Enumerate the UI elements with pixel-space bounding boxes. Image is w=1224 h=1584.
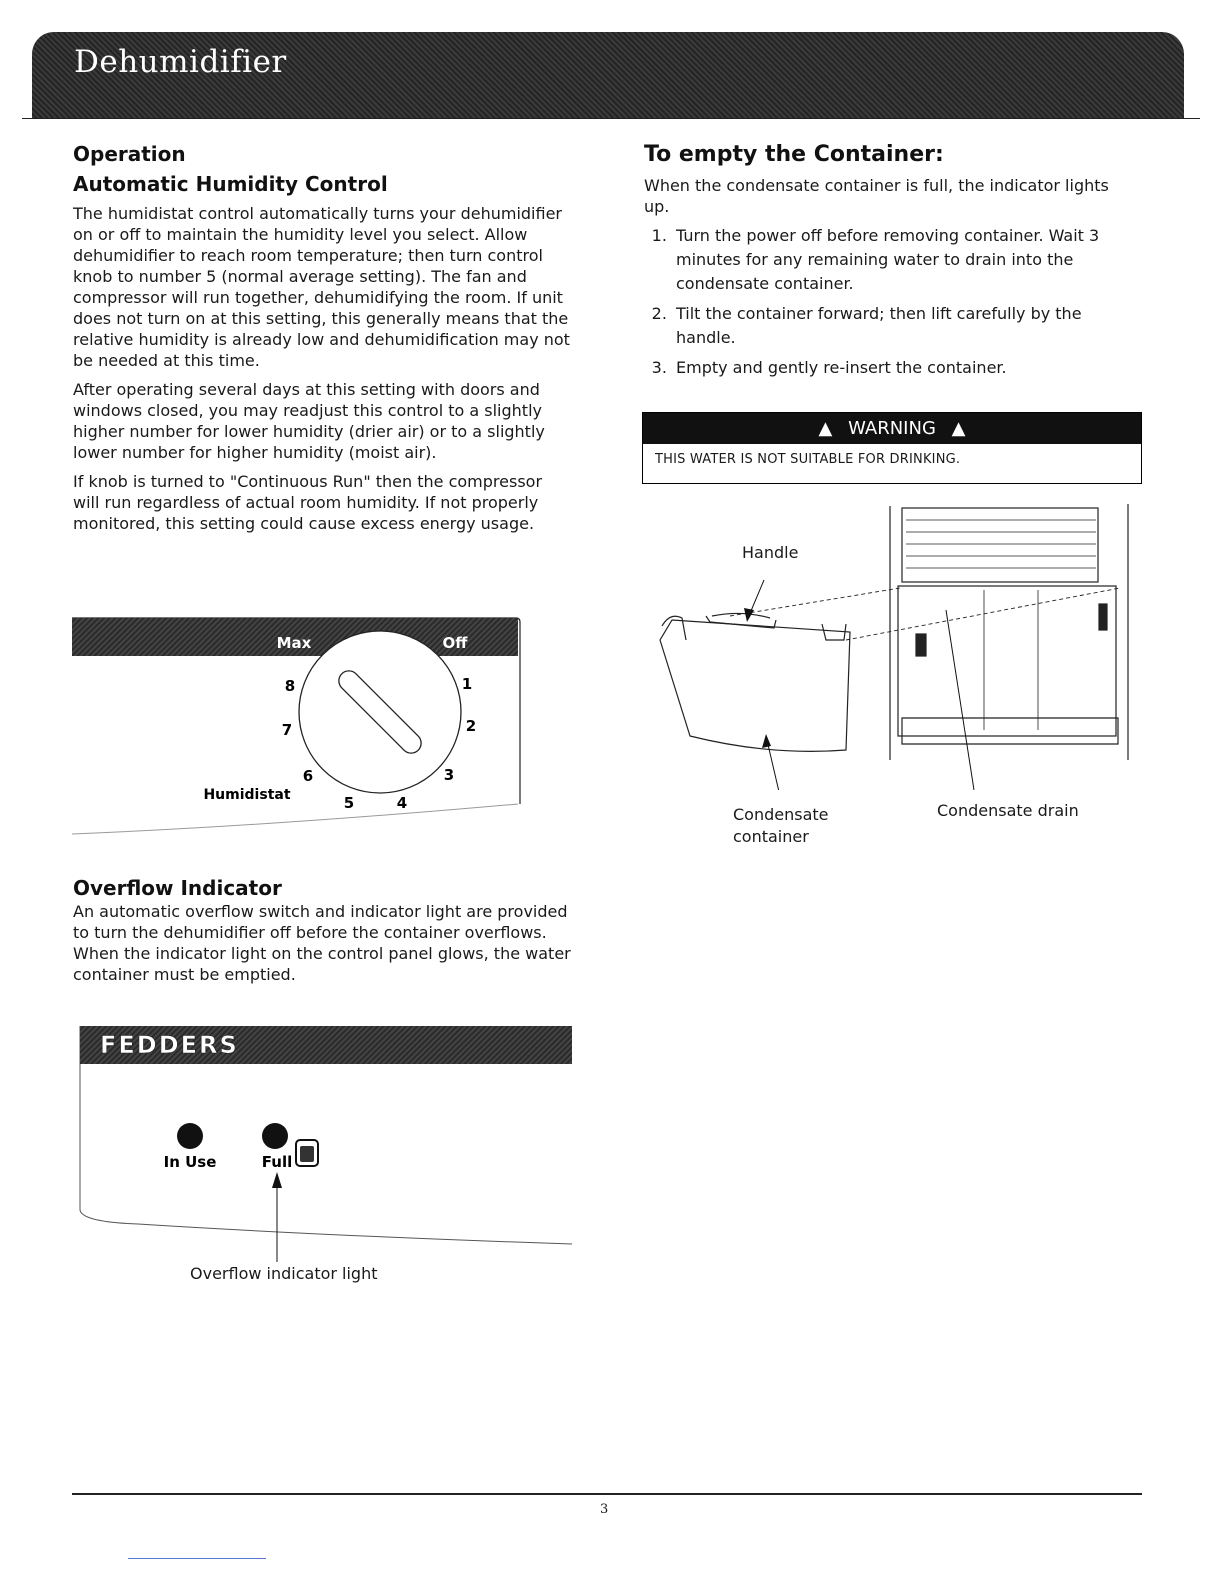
section-title-operation: Operation bbox=[73, 142, 186, 166]
overflow-text: An automatic overflow switch and indicator light are provided to turn the dehumidifier off before the container overflows. When the indicator light on the control panel glows, the water container must be emptied. bbox=[73, 902, 571, 984]
brand-logo-fedders: FEDDERS bbox=[100, 1031, 239, 1059]
footer-rule bbox=[72, 1493, 1142, 1495]
container-removal-figure bbox=[650, 500, 1140, 790]
overflow-callout-label: Overflow indicator light bbox=[190, 1264, 378, 1283]
warning-header bbox=[643, 413, 1141, 444]
subsection-title-humidity: Automatic Humidity Control bbox=[73, 172, 388, 196]
full-light-icon bbox=[262, 1123, 288, 1149]
dial-number-1: 1 bbox=[461, 675, 473, 693]
dial-number-6: 6 bbox=[302, 767, 314, 785]
footer-link-rule bbox=[128, 1558, 266, 1559]
warning-title: WARNING bbox=[848, 418, 936, 439]
humidity-paragraph-3: If knob is turned to "Continuous Run" then the compressor will run regardless of actual room humidity. If not properly monitored, this setting could cause excess energy usage. bbox=[73, 472, 543, 533]
handle-label: Handle bbox=[742, 543, 799, 562]
humidity-paragraph-1: The humidistat control automatically turns your dehumidifier on or off to maintain the humidity level you select. Allow dehumidifier to reach room temperature; then turn control knob to number 5 (normal average setting). The fan and compressor will run together, dehumidifying the room. If unit does not turn on at this setting, this generally means that the relative humidity is already low and dehumidification may not be needed at this time. bbox=[73, 204, 570, 370]
in-use-label: In Use bbox=[163, 1153, 217, 1171]
dial-number-2: 2 bbox=[465, 717, 477, 735]
step-2: 2. Tilt the container forward; then lift carefully by the handle. bbox=[672, 302, 1142, 350]
overflow-title: Overflow Indicator bbox=[73, 876, 282, 900]
handle-callout-arrow bbox=[744, 608, 754, 622]
dial-panel-bottom bbox=[72, 804, 518, 834]
condensate-drain-label: Condensate drain bbox=[937, 801, 1079, 820]
step-1: 1. Turn the power off before removing container. Wait 3 minutes for any remaining water to drain into the condensate container. bbox=[672, 224, 1142, 296]
humidity-paragraph-2: After operating several days at this setting with doors and windows closed, you may readjust this control to a slightly higher number for lower humidity (drier air) or to a slightly lower number for higher humidity (moist air). bbox=[73, 380, 545, 462]
guide-line-top bbox=[730, 588, 900, 616]
warning-icon-right: ▲ bbox=[951, 418, 966, 439]
empty-container-intro: When the condensate container is full, the indicator lights up. bbox=[644, 176, 1109, 216]
overflow-callout-arrow bbox=[272, 1172, 282, 1188]
page-title: Dehumidifier bbox=[74, 44, 287, 80]
dial-caption-humidistat: Humidistat bbox=[203, 787, 291, 803]
bucket-icon bbox=[296, 1140, 318, 1166]
dial-number-3: 3 bbox=[443, 766, 455, 784]
humidity-body bbox=[73, 203, 573, 542]
dial-number-8: 8 bbox=[284, 677, 296, 695]
page-number: 3 bbox=[600, 1502, 609, 1517]
container-label-line-1: Condensate bbox=[733, 805, 829, 824]
dial-off-label: Off bbox=[442, 634, 468, 652]
dial-number-5: 5 bbox=[343, 794, 355, 812]
warning-text: THIS WATER IS NOT SUITABLE FOR DRINKING. bbox=[655, 452, 961, 467]
full-label: Full bbox=[261, 1153, 293, 1171]
header-rule bbox=[22, 118, 1200, 119]
dial-number-4: 4 bbox=[396, 794, 408, 812]
humidistat-dial-figure bbox=[70, 614, 526, 844]
empty-container-title: To empty the Container: bbox=[644, 142, 944, 167]
drain-callout-line bbox=[946, 610, 974, 790]
dial-number-7: 7 bbox=[281, 721, 293, 739]
condensate-container bbox=[660, 613, 850, 751]
dial-max-label: Max bbox=[276, 634, 312, 652]
condensate-container-label bbox=[733, 804, 829, 848]
in-use-light-icon bbox=[177, 1123, 203, 1149]
empty-container-steps bbox=[646, 224, 1142, 386]
guide-line-bottom bbox=[846, 588, 1120, 640]
step-3: 3. Empty and gently re-insert the container. bbox=[672, 356, 1142, 380]
container-label-line-2: container bbox=[733, 827, 809, 846]
dehumidifier-unit bbox=[890, 504, 1128, 760]
warning-icon-left: ▲ bbox=[818, 418, 833, 439]
